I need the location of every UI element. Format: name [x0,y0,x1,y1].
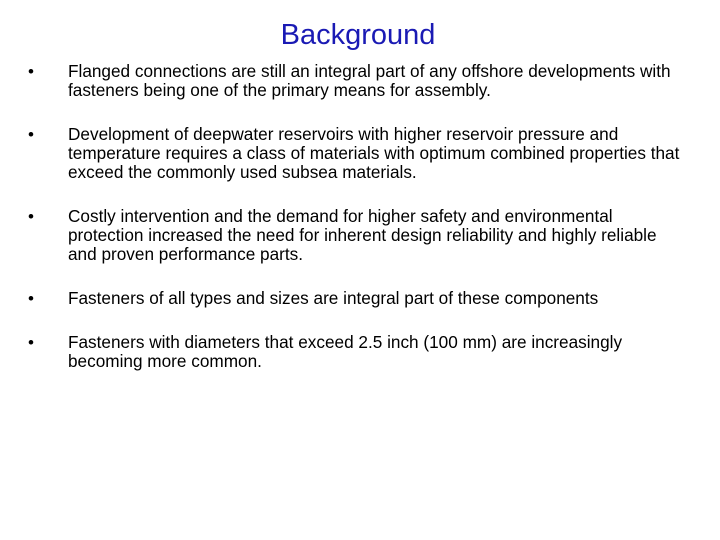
bullet-list [0,62,720,396]
bullet-text: Flanged connections are still an integral part of any offshore developments with fasteners being one of the primary means for assembly. [68,61,671,100]
bullet-marker: • [28,125,34,144]
bullet-item [0,125,720,182]
bullet-text: Costly intervention and the demand for higher safety and environmental protection increased the need for inherent design reliability and highly reliable and proven performance parts. [68,206,657,264]
bullet-item [0,62,720,100]
bullet-text: Development of deepwater reservoirs with higher reservoir pressure and temperature requires a class of materials with optimum combined properties that exceed the commonly used subsea materials. [68,124,680,182]
bullet-text: Fasteners with diameters that exceed 2.5 inch (100 mm) are increasingly becoming more common. [68,332,623,371]
bullet-text: Fasteners of all types and sizes are integral part of these components [68,288,599,308]
bullet-marker: • [28,289,34,308]
bullet-item [0,289,720,308]
bullet-marker: • [28,62,34,81]
bullet-marker: • [28,207,34,226]
bullet-marker: • [28,333,34,352]
bullet-item [0,207,720,264]
slide-title: Background [280,19,436,51]
bullet-item [0,333,720,371]
